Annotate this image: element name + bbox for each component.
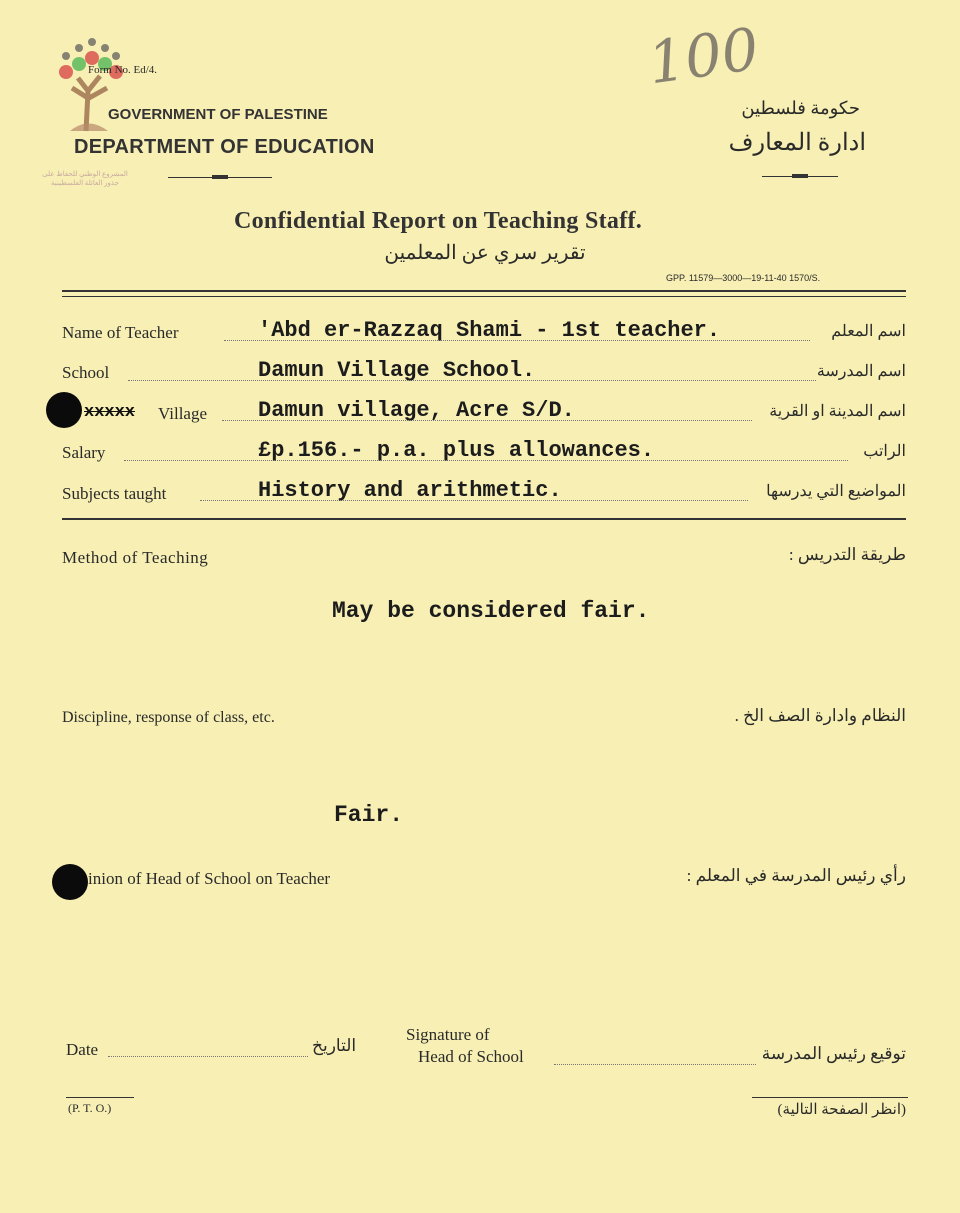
field-value: 'Abd er-Razzaq Shami - 1st teacher. [258, 318, 721, 343]
field-label-arabic: اسم المدرسة [816, 363, 906, 380]
watermark-caption [40, 170, 130, 188]
field-label-arabic: المواضيع التي يدرسها [766, 483, 906, 500]
form-number: Form No. Ed/4. [88, 64, 158, 76]
signature-label-arabic: توقيع رئيس المدرسة [761, 1044, 906, 1063]
field-label: Salary [62, 443, 106, 462]
watermark-caption-line-2: جذور العائلة الفلسطينية [51, 179, 119, 187]
signature-label-line-1: Signature of [406, 1025, 490, 1044]
ink-blot [52, 864, 88, 900]
field-value: Damun Village School. [258, 358, 536, 383]
department-title: DEPARTMENT OF EDUCATION [74, 136, 375, 158]
field-label: Village [158, 404, 208, 423]
field-value: Damun village, Acre S/D. [258, 398, 575, 423]
top-double-rule-2 [62, 296, 906, 297]
field-label-struck: xxxxx [84, 403, 136, 422]
discipline-value: Fair. [334, 802, 404, 828]
field-value: History and arithmetic. [258, 478, 562, 503]
handwritten-number: 100 [643, 14, 763, 98]
field-label: Subjects taught [62, 484, 167, 503]
field-label-arabic: اسم المدينة او القرية [769, 403, 906, 420]
field-label-arabic: اسم المعلم [831, 323, 906, 340]
signature-label-line-2: Head of School [418, 1047, 524, 1066]
header-left-rule-mark [212, 175, 228, 179]
field-label-arabic: الراتب [863, 443, 906, 460]
date-dots [108, 1056, 308, 1057]
ink-blot [46, 392, 82, 428]
opinion-label: inion of Head of School on Teacher [88, 869, 331, 888]
pto-label-arabic: (انظر الصفحة التالية) [777, 1102, 906, 1118]
government-title-arabic: حكومة فلسطين [741, 98, 860, 118]
header-right-rule-mark [792, 174, 808, 178]
watermark-caption-line-1: المشروع الوطني للحفاظ على [42, 170, 128, 178]
pto-rule-right [752, 1097, 908, 1098]
top-double-rule-1 [62, 290, 906, 292]
report-title-arabic: تقرير سري عن المعلمين [384, 242, 586, 264]
pto-rule-left [66, 1097, 134, 1098]
report-title: Confidential Report on Teaching Staff. [234, 208, 643, 234]
field-label: Name of Teacher [62, 323, 179, 342]
opinion-label-arabic: رأي رئيس المدرسة في المعلم : [686, 866, 906, 885]
print-reference: GPP. 11579—3000—19-11-40 1570/S. [666, 273, 821, 283]
department-title-arabic: ادارة المعارف [728, 130, 866, 156]
field-label: School [62, 363, 110, 382]
method-label-arabic: طريقة التدريس : [788, 545, 906, 564]
fields-bottom-rule [62, 518, 906, 520]
method-label: Method of Teaching [62, 548, 209, 567]
date-label: Date [66, 1040, 99, 1059]
field-value: £p.156.- p.a. plus allowances. [258, 438, 655, 463]
pto-label: (P. T. O.) [68, 1101, 112, 1115]
method-value: May be considered fair. [332, 598, 650, 624]
government-title: GOVERNMENT OF PALESTINE [108, 106, 328, 123]
discipline-label-arabic: النظام وادارة الصف الخ . [734, 706, 906, 725]
signature-dots [554, 1064, 756, 1065]
discipline-label: Discipline, response of class, etc. [62, 709, 275, 726]
date-label-arabic: التاريخ [312, 1036, 357, 1055]
